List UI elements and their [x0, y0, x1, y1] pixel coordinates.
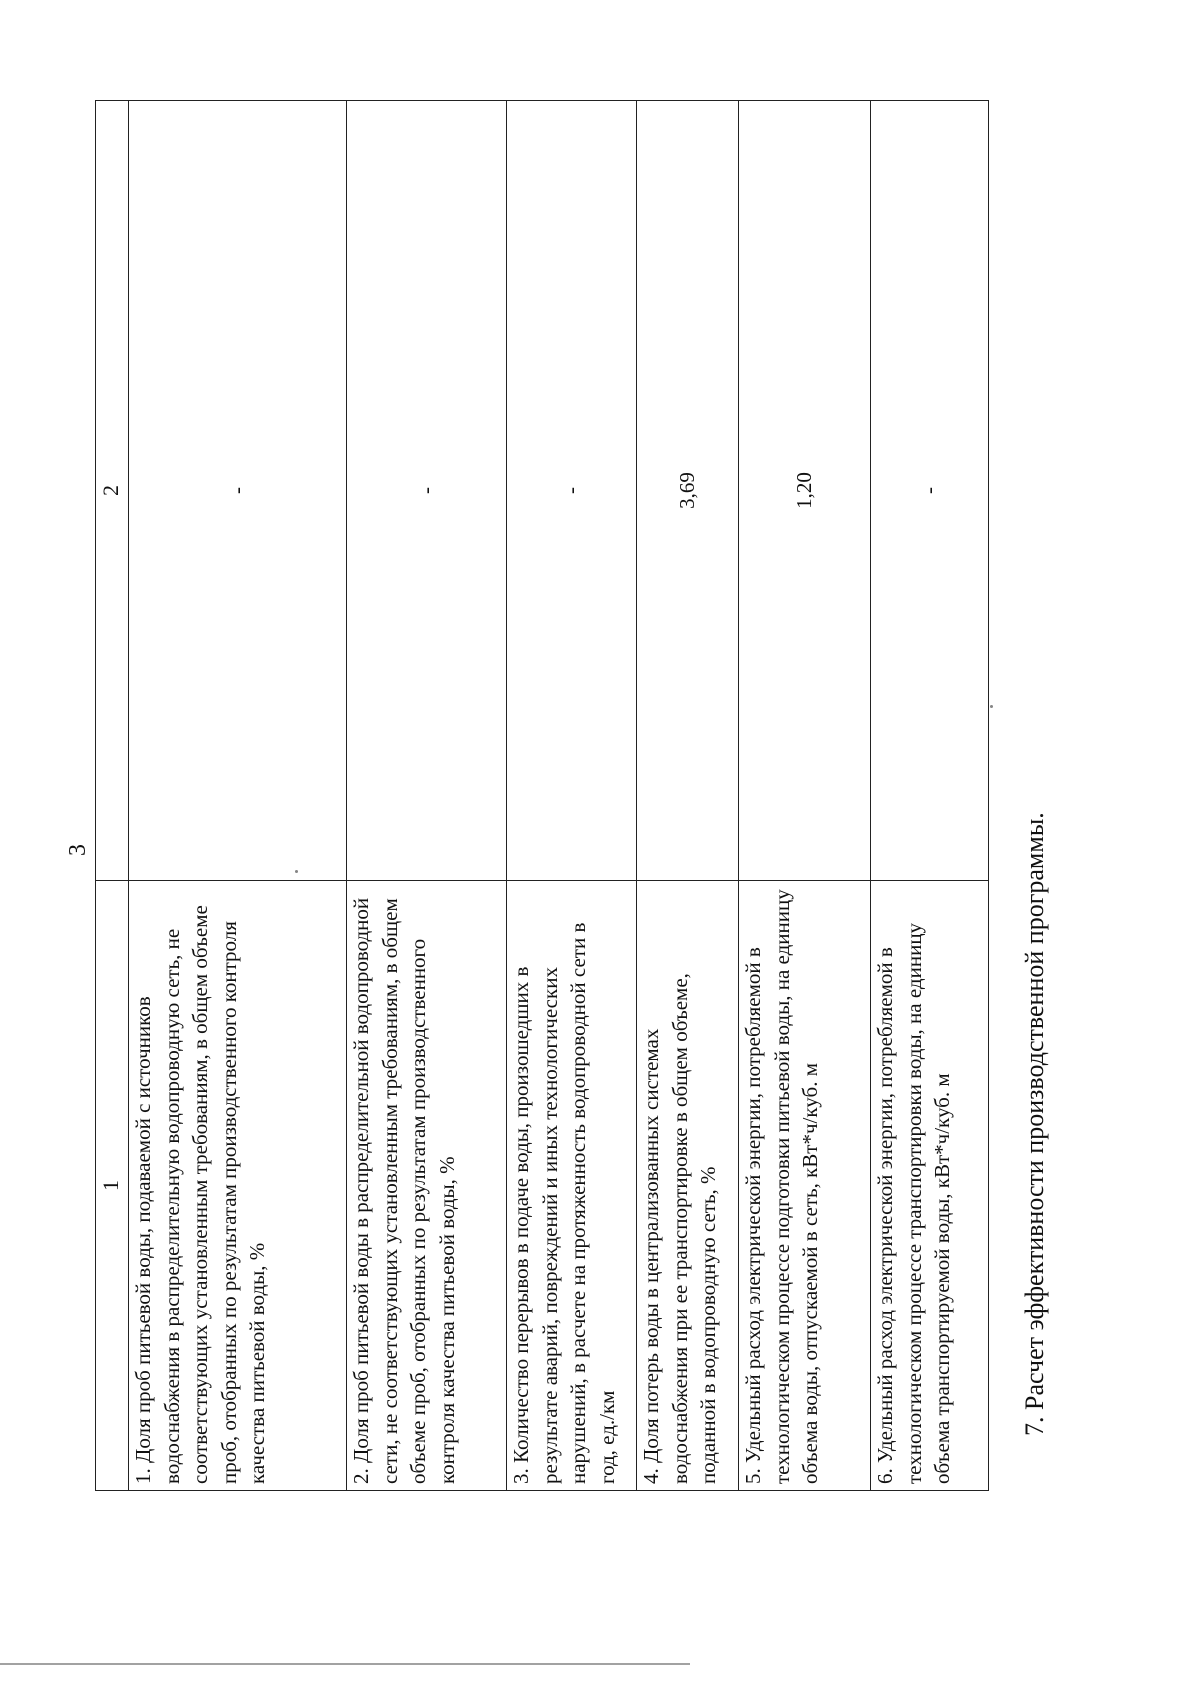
value-cell: - — [871, 101, 989, 881]
indicator-cell: 5. Удельный расход электрической энергии, потребляемой в технологическом процессе подготовки питьевой воды, на единицу объема воды, отпускаемой в сеть, кВт*ч/куб. м — [739, 881, 871, 1491]
page-number: 3 — [65, 844, 91, 856]
scan-edge-line — [0, 1663, 690, 1665]
table-header-row — [96, 101, 129, 1491]
table-row — [507, 101, 637, 1491]
indicator-cell: 3. Количество перерывов в подаче воды, произошедших в результате аварий, повреждений и иных технологических нарушений, в расчете на протяженность водопроводной сети в год, ед./км — [507, 881, 637, 1491]
scan-speck — [295, 870, 298, 873]
indicator-cell: 2. Доля проб питьевой воды в распределительной водопроводной сети, не соответствующих установленным требованиям, в общем объеме проб, отобранных по результатам производственного контроля качества питьевой воды, % — [347, 881, 507, 1491]
indicator-cell: 4. Доля потерь воды в централизованных системах водоснабжения при ее транспортировке в общем объеме, поданной в водопроводную сеть, % — [637, 881, 739, 1491]
value-cell: 1,20 — [739, 101, 871, 881]
header-cell-1: 1 — [96, 881, 129, 1491]
value-cell: - — [507, 101, 637, 881]
value-cell: - — [347, 101, 507, 881]
scan-speck — [990, 705, 993, 708]
table-row — [739, 101, 871, 1491]
value-cell: 3,69 — [637, 101, 739, 881]
indicators-table — [95, 100, 989, 1491]
section-title: 7. Расчет эффективности производственной программы. — [1020, 812, 1049, 1436]
indicator-cell: 1. Доля проб питьевой воды, подаваемой с источников водоснабжения в распределительную водопроводную сеть, не соответствующих установленным требованиям, в общем объеме проб, отобранных по результатам производственного контроля качества питьевой воды, % — [129, 881, 347, 1491]
table-row — [129, 101, 347, 1491]
table-row — [637, 101, 739, 1491]
table-row — [871, 101, 989, 1491]
indicator-cell: 6. Удельный расход электрической энергии, потребляемой в технологическом процессе транспортировки воды, на единицу объема транспортируемой воды, кВт*ч/куб. м — [871, 881, 989, 1491]
header-cell-2: 2 — [96, 101, 129, 881]
value-cell: - — [129, 101, 347, 881]
table-row — [347, 101, 507, 1491]
